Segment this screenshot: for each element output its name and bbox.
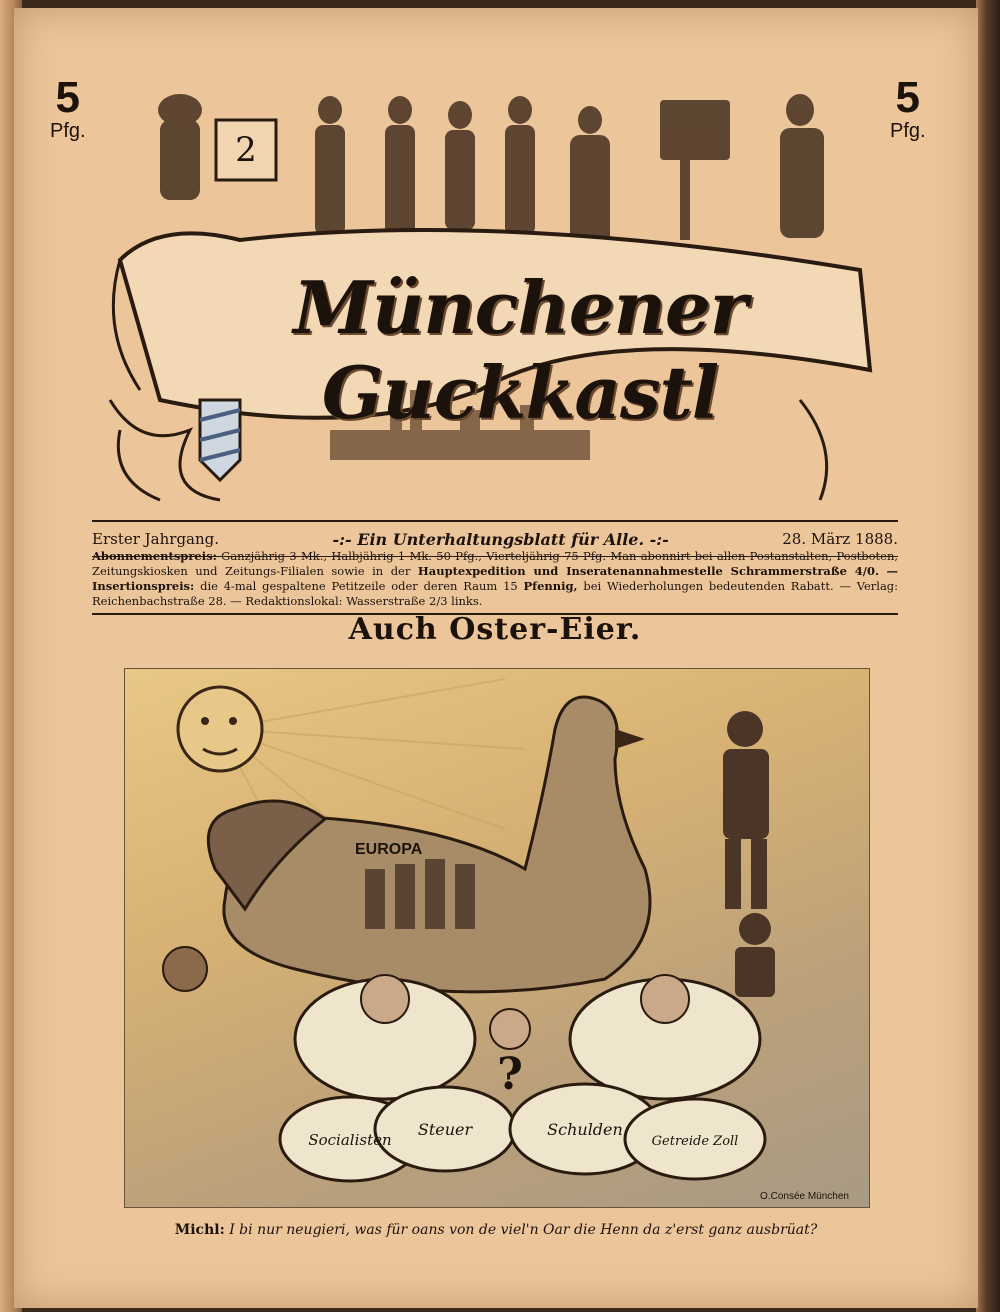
egg-label-steuer: Steuer	[417, 1120, 473, 1139]
egg-label-socialisten: Socialisten	[308, 1131, 392, 1149]
newspaper-title: Münchener Guckkastl	[293, 265, 747, 435]
artist-signature: O.Consée München	[760, 1191, 849, 1202]
pfennig-text: Pfennig,	[523, 579, 578, 593]
price-number-right: 5	[895, 73, 921, 122]
cartoon-caption	[124, 1222, 868, 1238]
hauptexpedition-text: Hauptexpedition und Inseratenannahmestelle Schrammerstraße 4/0.	[417, 564, 879, 578]
insertion-label: — Insertionspreis:	[92, 564, 899, 593]
question-mark: ?	[497, 1049, 523, 1100]
abonnement-label: Abonnementspreis:	[92, 549, 217, 563]
price-number-left: 5	[55, 73, 81, 122]
price-left	[50, 73, 86, 143]
egg-label-schulden: Schulden	[547, 1120, 623, 1139]
subscription-info	[92, 549, 898, 615]
price-unit-left: Pfg.	[50, 120, 86, 142]
volume-label: Erster Jahrgang.	[92, 530, 220, 548]
tagline: -:- Ein Unterhaltungsblatt für Alle. -:-	[332, 529, 669, 549]
price-right	[890, 73, 926, 143]
europa-label: EUROPA	[355, 841, 423, 858]
issue-number: 2	[235, 130, 257, 170]
caption-text: I bi nur neugieri, was für oans von de viel'n Oar die Henn da z'erst ganz ausbrüat?	[229, 1222, 818, 1238]
price-unit-right: Pfg.	[890, 120, 926, 142]
egg-label-getreide-zoll: Getreide Zoll	[651, 1134, 739, 1149]
abonnement-text: Ganzjährig 3 Mk., Halbjährig 1 Mk. 50 Pfg., Vierteljährig 75 Pfg. Man abonnirt bei allen Postanstalten, Postboten, Zeitungskiosken und Zeitungs-Filialen sowie in der	[92, 549, 898, 578]
next-page-edge	[976, 0, 1000, 1312]
caption-speaker: Michl:	[174, 1222, 225, 1238]
publisher-text: bei Wiederholungen bedeutenden Rabatt. — Verlag: Reichenbachstraße 28. — Redaktionslokal: Wasserstraße 2/3 links.	[92, 579, 899, 608]
insertion-text: die 4-mal gespaltene Petitzeile oder deren Raum 15	[200, 579, 518, 593]
easter-eggs-cartoon	[125, 669, 869, 1207]
masthead	[100, 70, 880, 510]
cartoon-illustration	[124, 668, 870, 1208]
issue-date: 28. März 1888.	[782, 530, 898, 548]
headline: Auch Oster-Eier.	[348, 612, 642, 647]
